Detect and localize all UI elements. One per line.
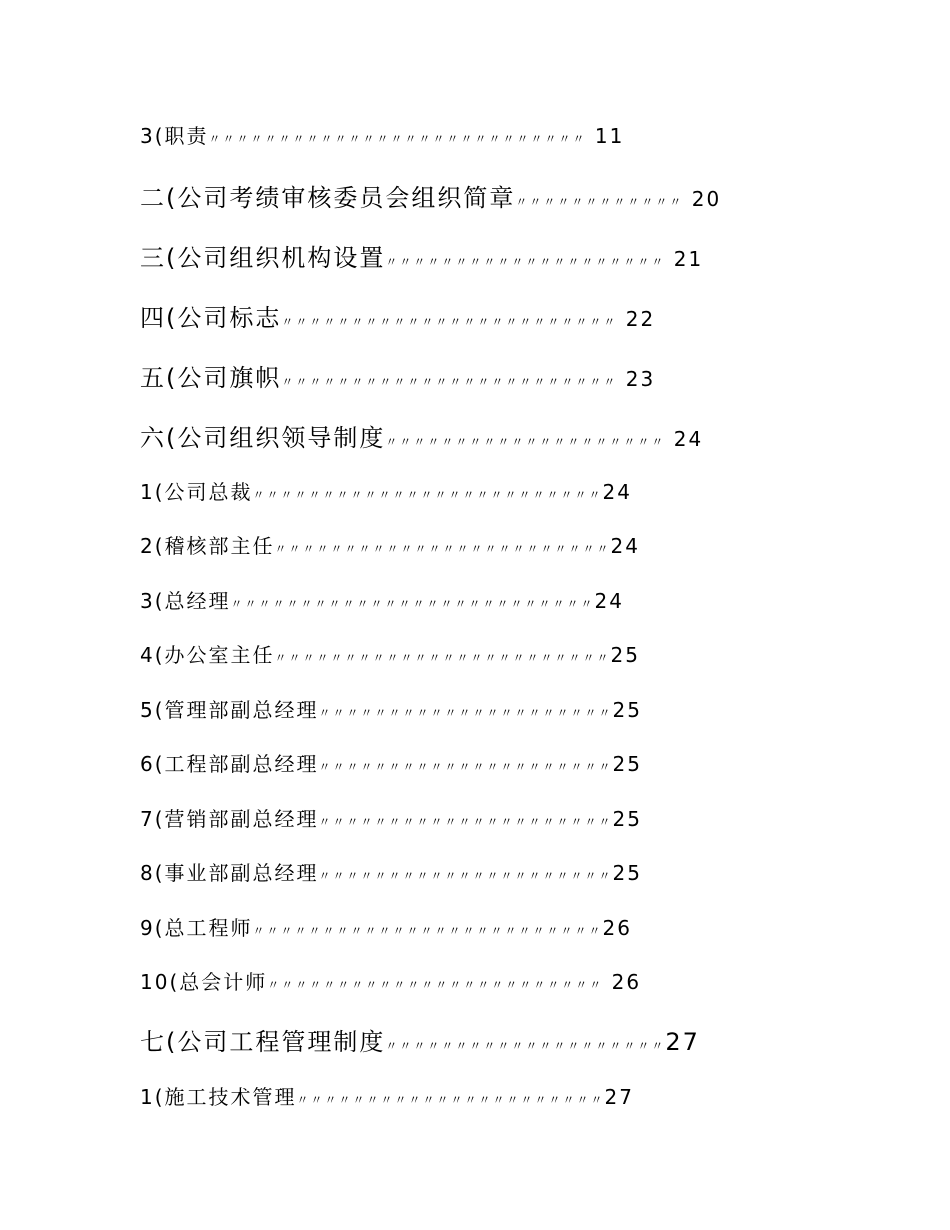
toc-entry-page: 27 bbox=[604, 1085, 634, 1109]
toc-entry-label: 4(办公室主任 bbox=[140, 643, 275, 667]
toc-entry-page: 25 bbox=[612, 861, 642, 885]
toc-entry-page: 21 bbox=[665, 247, 704, 271]
toc-entry bbox=[140, 1022, 700, 1057]
toc-entry bbox=[140, 1081, 634, 1110]
toc-entry-label: 10(总会计师 bbox=[140, 970, 268, 994]
toc-entry bbox=[140, 585, 624, 614]
toc-entry-label: 二(公司考绩审核委员会组织简章 bbox=[140, 184, 516, 212]
toc-entry bbox=[140, 418, 703, 453]
toc-entry-leader: 〃〃〃〃〃〃〃〃〃〃〃〃〃〃〃〃〃〃〃〃〃〃〃〃〃 bbox=[252, 924, 603, 938]
toc-entry-leader: 〃〃〃〃〃〃〃〃〃〃〃〃〃〃〃〃〃〃〃〃〃〃〃〃 bbox=[274, 651, 611, 665]
toc-entry-label: 9(总工程师 bbox=[140, 916, 253, 940]
toc-entry bbox=[140, 912, 632, 941]
toc-entry-leader: 〃〃〃〃〃〃〃〃〃〃〃〃〃〃〃〃〃〃〃〃〃 bbox=[318, 706, 613, 720]
toc-entry bbox=[140, 120, 624, 149]
toc-entry bbox=[140, 803, 642, 832]
toc-entry-page: 24 bbox=[594, 589, 624, 613]
toc-entry-page: 24 bbox=[602, 480, 632, 504]
toc-entry bbox=[140, 298, 655, 333]
toc-entry bbox=[140, 748, 642, 777]
toc-entry-page: 23 bbox=[617, 367, 656, 391]
toc-entry-leader: 〃〃〃〃〃〃〃〃〃〃〃〃〃〃〃〃〃〃〃〃 bbox=[385, 1039, 666, 1053]
toc-entry-label: 七(公司工程管理制度 bbox=[140, 1028, 386, 1056]
toc-entry bbox=[140, 857, 642, 886]
toc-entry bbox=[140, 476, 632, 505]
toc-entry-page: 22 bbox=[617, 307, 656, 331]
toc-entry-page: 26 bbox=[602, 916, 632, 940]
toc-entry-leader: 〃〃〃〃〃〃〃〃〃〃〃〃〃〃〃〃〃〃〃〃〃〃〃〃 bbox=[281, 315, 618, 329]
toc-entry-label: 五(公司旗帜 bbox=[140, 364, 282, 392]
toc-entry-label: 3(职责 bbox=[140, 124, 209, 148]
toc-entry-label: 2(稽核部主任 bbox=[140, 534, 275, 558]
toc-entry-page: 11 bbox=[586, 124, 625, 148]
toc-entry-page: 25 bbox=[610, 643, 640, 667]
toc-entry-label: 四(公司标志 bbox=[140, 304, 282, 332]
toc-entry-leader: 〃〃〃〃〃〃〃〃〃〃〃〃〃〃〃〃〃〃〃〃〃〃〃〃〃 bbox=[252, 488, 603, 502]
toc-entry-leader: 〃〃〃〃〃〃〃〃〃〃〃〃〃〃〃〃〃〃〃〃〃〃〃〃〃〃〃 bbox=[208, 132, 587, 146]
toc-entry bbox=[140, 358, 655, 393]
toc-entry-leader: 〃〃〃〃〃〃〃〃〃〃〃〃〃〃〃〃〃〃〃〃 bbox=[385, 255, 666, 269]
toc-entry-page: 25 bbox=[612, 752, 642, 776]
toc-entry-label: 三(公司组织机构设置 bbox=[140, 244, 386, 272]
toc-entry bbox=[140, 238, 703, 273]
toc-entry bbox=[140, 178, 721, 213]
toc-entry-leader: 〃〃〃〃〃〃〃〃〃〃〃〃〃〃〃〃〃〃〃〃〃〃〃〃〃〃 bbox=[230, 597, 595, 611]
toc-entry-page: 27 bbox=[665, 1028, 700, 1056]
toc-entry-leader: 〃〃〃〃〃〃〃〃〃〃〃〃〃〃〃〃〃〃〃〃〃 bbox=[318, 869, 613, 883]
toc-entry-label: 8(事业部副总经理 bbox=[140, 861, 319, 885]
toc-entry-page: 26 bbox=[603, 970, 642, 994]
toc-entry bbox=[140, 639, 640, 668]
toc-entry-leader: 〃〃〃〃〃〃〃〃〃〃〃〃 bbox=[515, 195, 684, 209]
toc-entry-page: 20 bbox=[683, 187, 722, 211]
toc-entry-leader: 〃〃〃〃〃〃〃〃〃〃〃〃〃〃〃〃〃〃〃〃〃〃〃〃 bbox=[274, 542, 611, 556]
toc-entry-label: 1(公司总裁 bbox=[140, 480, 253, 504]
toc-entry-leader: 〃〃〃〃〃〃〃〃〃〃〃〃〃〃〃〃〃〃〃〃〃〃 bbox=[296, 1093, 605, 1107]
toc-entry-label: 1(施工技术管理 bbox=[140, 1085, 297, 1109]
toc-entry-page: 24 bbox=[610, 534, 640, 558]
toc-entry-page: 24 bbox=[665, 427, 704, 451]
toc-entry-leader: 〃〃〃〃〃〃〃〃〃〃〃〃〃〃〃〃〃〃〃〃 bbox=[385, 435, 666, 449]
toc-entry bbox=[140, 966, 641, 995]
toc-entry-label: 5(管理部副总经理 bbox=[140, 698, 319, 722]
toc-entry-label: 六(公司组织领导制度 bbox=[140, 424, 386, 452]
toc-entry-leader: 〃〃〃〃〃〃〃〃〃〃〃〃〃〃〃〃〃〃〃〃〃 bbox=[318, 760, 613, 774]
toc-entry-leader: 〃〃〃〃〃〃〃〃〃〃〃〃〃〃〃〃〃〃〃〃〃〃〃〃 bbox=[281, 375, 618, 389]
toc-entry-leader: 〃〃〃〃〃〃〃〃〃〃〃〃〃〃〃〃〃〃〃〃〃〃〃〃 bbox=[267, 978, 604, 992]
toc-entry bbox=[140, 530, 640, 559]
toc-entry-page: 25 bbox=[612, 807, 642, 831]
toc-entry-label: 7(营销部副总经理 bbox=[140, 807, 319, 831]
toc-entry-leader: 〃〃〃〃〃〃〃〃〃〃〃〃〃〃〃〃〃〃〃〃〃 bbox=[318, 815, 613, 829]
toc-entry bbox=[140, 694, 642, 723]
toc-entry-page: 25 bbox=[612, 698, 642, 722]
toc-entry-label: 6(工程部副总经理 bbox=[140, 752, 319, 776]
toc-entry-label: 3(总经理 bbox=[140, 589, 231, 613]
